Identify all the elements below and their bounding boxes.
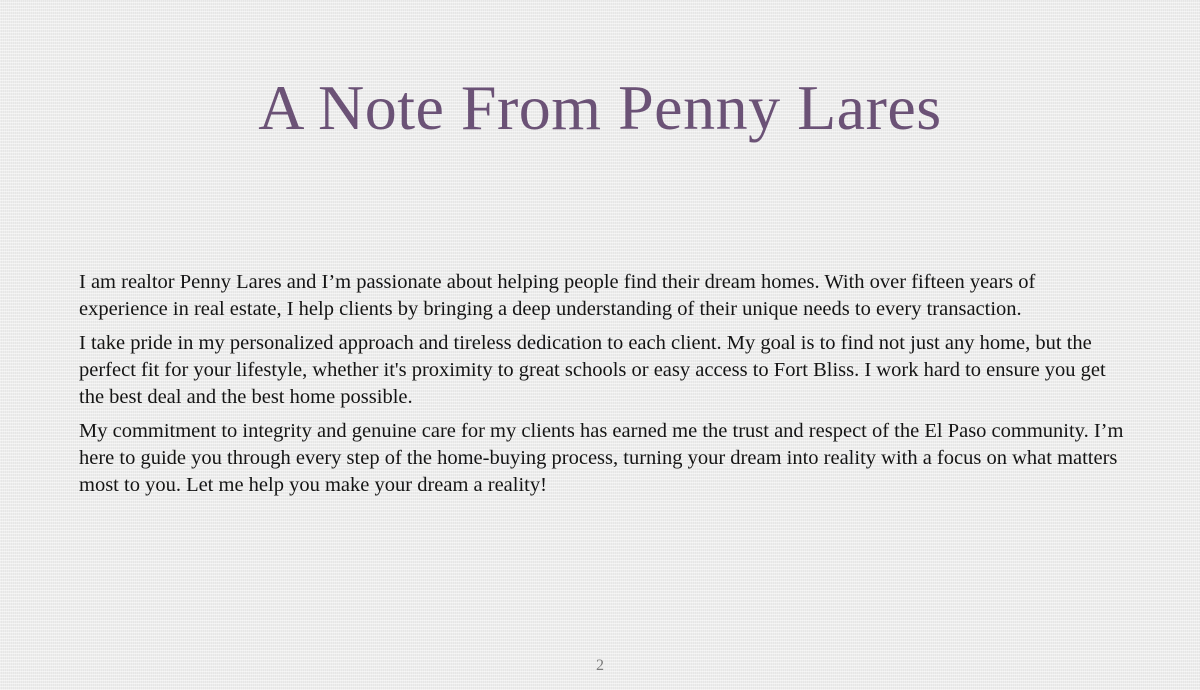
body-paragraph-2: I take pride in my personalized approach and tireless dedication to each client. My goal is to find not just any home, but the perfect fit for your lifestyle, whether it's proximity to great schools or easy access to Fort Bliss. I work hard to ensure you get the best deal and the best home possible. (79, 332, 1106, 408)
slide-body (79, 269, 1124, 506)
body-paragraph-1: I am realtor Penny Lares and I’m passionate about helping people find their dream homes. With over fifteen years of experience in real estate, I help clients by bringing a deep understanding of their unique needs to every transaction. (79, 271, 1036, 320)
page-number: 2 (596, 657, 604, 674)
slide-title: A Note From Penny Lares (258, 72, 942, 143)
body-paragraph-3: My commitment to integrity and genuine care for my clients has earned me the trust and respect of the El Paso community. I’m here to guide you through every step of the home-buying process, turning your dream into reality with a focus on what matters most to you. Let me help you make your dream a reality! (79, 420, 1124, 496)
